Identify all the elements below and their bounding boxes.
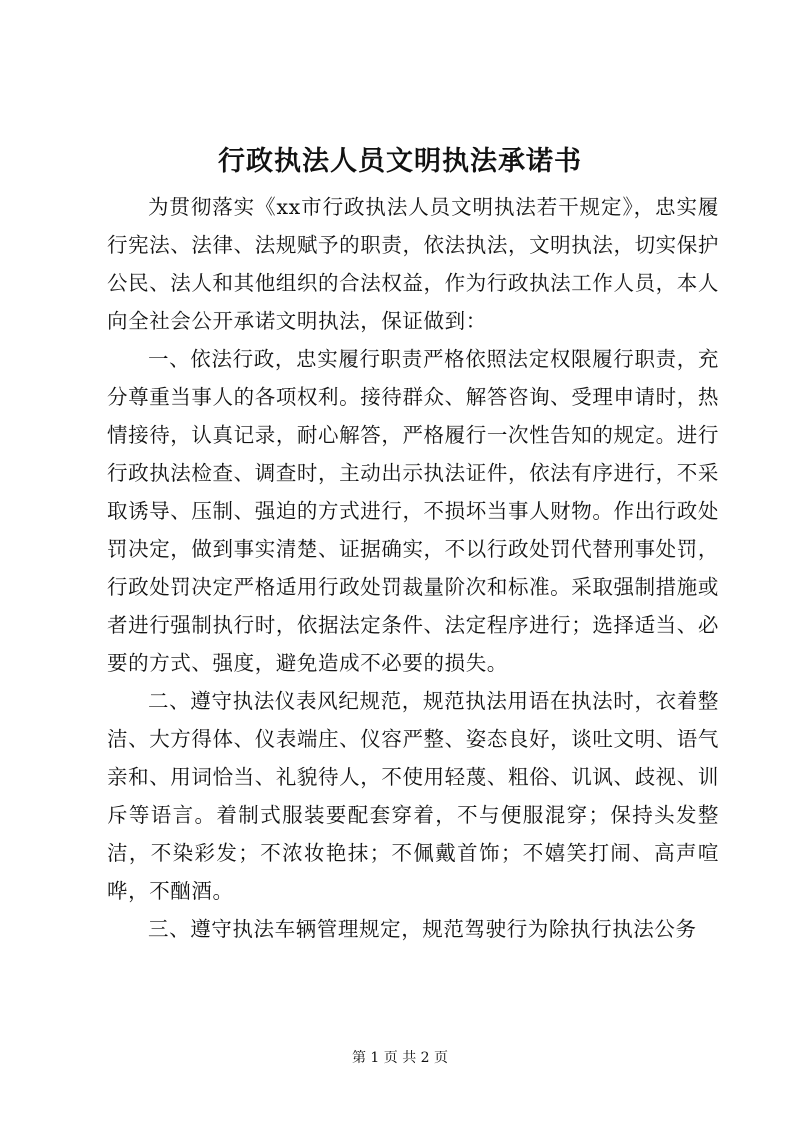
document-body bbox=[107, 188, 719, 948]
page-footer: 第 1 页 共 2 页 bbox=[351, 1050, 449, 1066]
paragraph-intro: 为贯彻落实《xx市行政执法人员文明执法若干规定》，忠实履行宪法、法律、法规赋予的职责，依法执法，文明执法，切实保护公民、法人和其他组织的合法权益，作为行政执法工作人员，本人向全社会公开承诺文明执法，保证做到： bbox=[107, 195, 719, 333]
document-title: 行政执法人员文明执法承诺书 bbox=[218, 146, 582, 177]
paragraph-item-3: 三、遵守执法车辆管理规定，规范驾驶行为除执行执法公务 bbox=[148, 917, 697, 941]
paragraph-item-2: 二、遵守执法仪表风纪规范，规范执法用语在执法时，衣着整洁、大方得体、仪表端庄、仪容严整、姿态良好，谈吐文明、语气亲和、用词恰当、礼貌待人，不使用轻蔑、粗俗、讥讽、歧视、训斥等语言。着制式服装要配套穿着，不与便服混穿；保持头发整洁，不染彩发；不浓妆艳抹；不佩戴首饰；不嬉笑打闹、高声喧哗，不酗酒。 bbox=[107, 689, 719, 903]
paragraph-item-1: 一、依法行政，忠实履行职责严格依照法定权限履行职责，充分尊重当事人的各项权利。接待群众、解答咨询、受理申请时，热情接待，认真记录，耐心解答，严格履行一次性告知的规定。进行行政执法检查、调查时，主动出示执法证件，依法有序进行，不采取诱导、压制、强迫的方式进行，不损坏当事人财物。作出行政处罚决定，做到事实清楚、证据确实，不以行政处罚代替刑事处罚，行政处罚决定严格适用行政处罚裁量阶次和标准。采取强制措施或者进行强制执行时，依据法定条件、法定程序进行；选择适当、必要的方式、强度，避免造成不必要的损失。 bbox=[107, 347, 719, 675]
